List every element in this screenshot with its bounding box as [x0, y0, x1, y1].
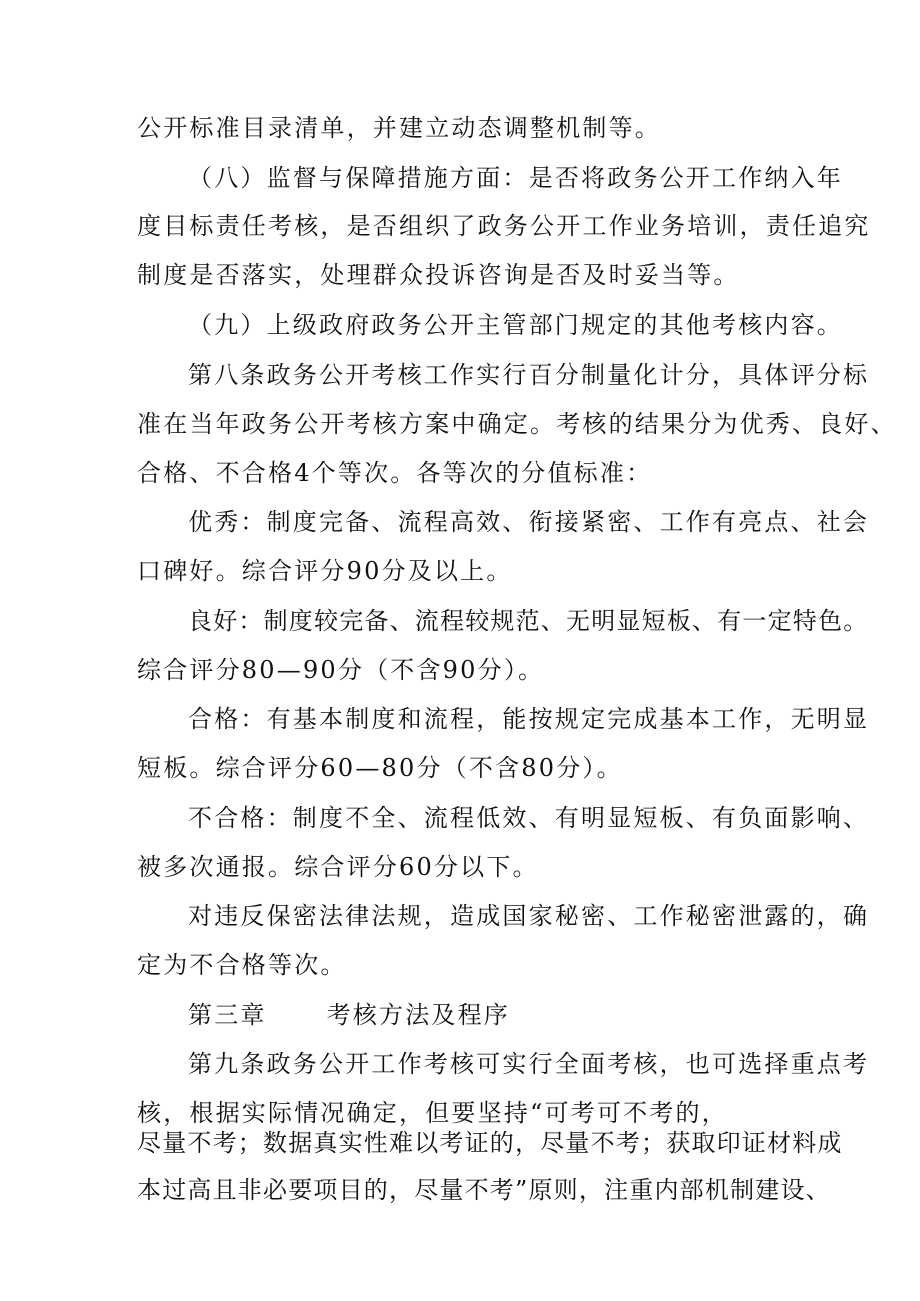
text-line: （九）上级政府政务公开主管部门规定的其他考核内容。	[188, 311, 843, 339]
text-line: 良好：制度较完备、流程较规范、无明显短板、有一定特色。	[188, 607, 869, 635]
text-line: 口碑好。综合评分90分及以上。	[137, 557, 513, 585]
text-line: 优秀：制度完备、流程高效、衔接紧密、工作有亮点、社会	[188, 508, 870, 536]
text-line: 不合格：制度不全、流程低效、有明显短板、有负面影响、	[188, 804, 870, 832]
text-line: 核，根据实际情况确定，但要坚持“可考可不考的，	[137, 1099, 728, 1127]
chapter-title: 考核方法及程序	[326, 1001, 511, 1029]
text-line: 对违反保密法律法规，造成国家秘密、工作秘密泄露的，确	[188, 902, 870, 930]
text-line: 合格、不合格4个等次。各等次的分值标准：	[137, 459, 653, 487]
text-line: 定为不合格等次。	[137, 951, 347, 979]
text-line: 综合评分80—90分（不含90分）。	[137, 656, 545, 684]
chapter-heading	[0, 993, 920, 1037]
text-line: 本过高且非必要项目的，尽量不考”原则，注重内部机制建设、	[137, 1176, 831, 1204]
text-line: 短板。综合评分60—80分（不含80分）。	[137, 754, 623, 782]
text-line: 被多次通报。综合评分60分以下。	[137, 853, 539, 881]
text-line: 合格：有基本制度和流程，能按规定完成基本工作，无明显	[188, 705, 870, 733]
text-line: 公开标准目录清单，并建立动态调整机制等。	[137, 114, 661, 142]
text-line: （八）监督与保障措施方面：是否将政务公开工作纳入年	[188, 164, 843, 192]
chapter-number: 第三章	[188, 1001, 267, 1029]
text-line: 度目标责任考核，是否组织了政务公开工作业务培训，责任追究	[137, 212, 871, 240]
text-line: 准在当年政务公开考核方案中确定。考核的结果分为优秀、良好、	[137, 410, 897, 438]
text-line: 尽量不考；数据真实性难以考证的，尽量不考；获取印证材料成	[137, 1129, 843, 1157]
text-line: 第八条政务公开考核工作实行百分制量化计分，具体评分标	[188, 361, 870, 389]
text-line: 第九条政务公开工作考核可实行全面考核，也可选择重点考	[188, 1050, 870, 1078]
text-line: 制度是否落实，处理群众投诉咨询是否及时妥当等。	[137, 261, 740, 289]
